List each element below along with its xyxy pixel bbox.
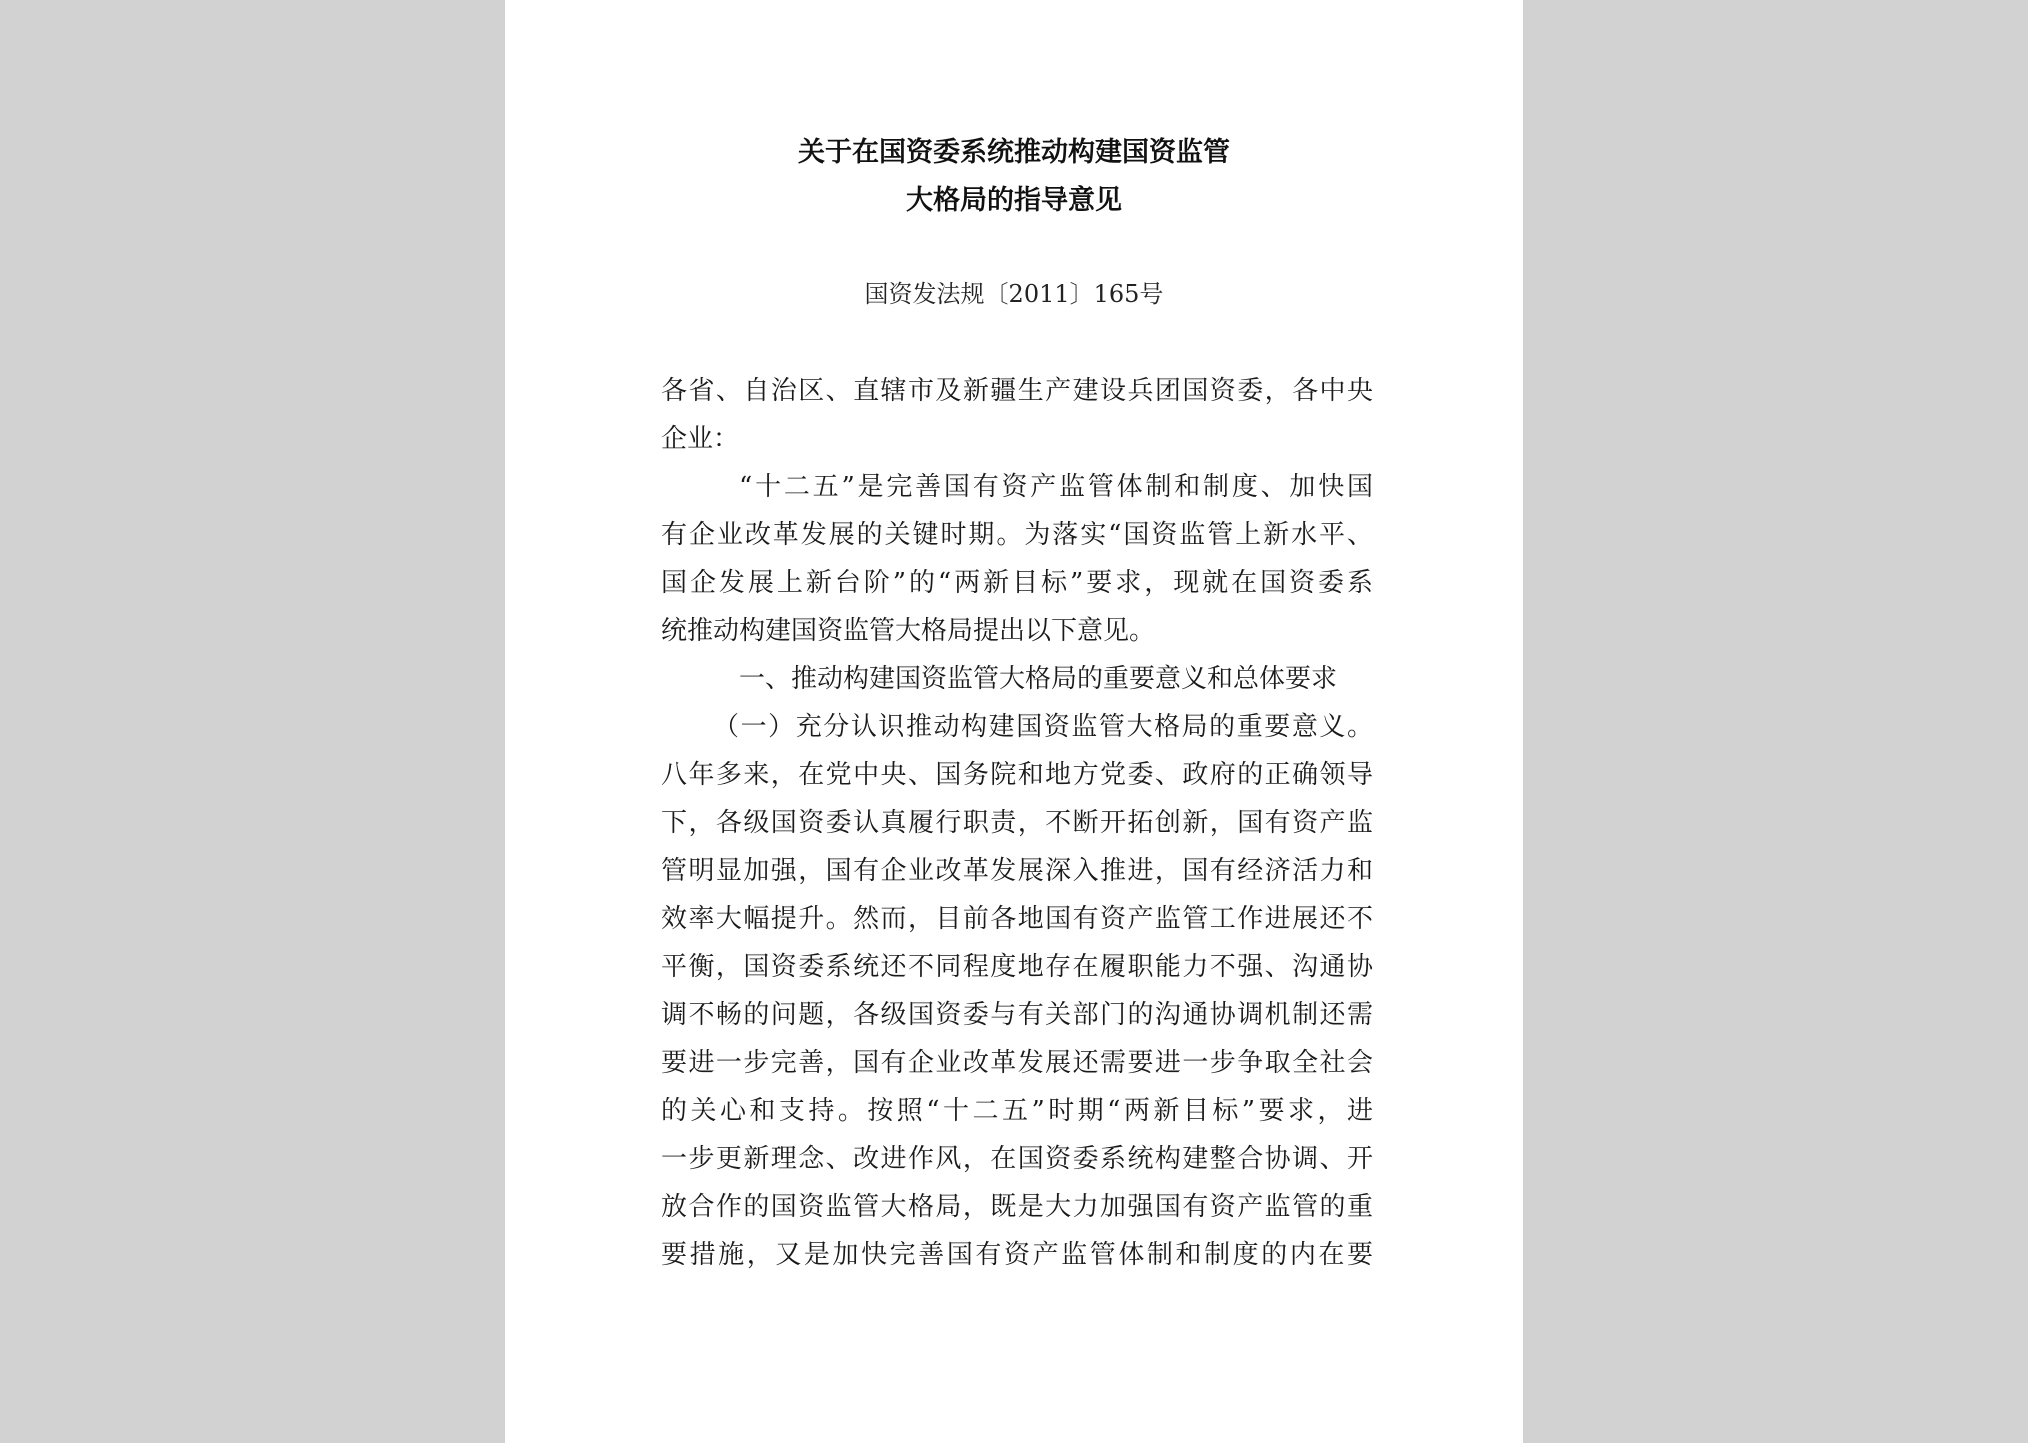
body-line: 国企发展上新台阶”的“两新目标”要求，现就在国资委系 [661,568,1373,598]
body-line: 管明显加强，国有企业改革发展深入推进，国有经济活力和 [661,856,1373,886]
body-line: 效率大幅提升。然而，目前各地国有资产监管工作进展还不 [661,904,1373,934]
document-number: 国资发法规〔2011〕165号 [864,280,1164,308]
document-title-line-1: 关于在国资委系统推动构建国资监管 [798,137,1230,168]
body-line: 八年多来，在党中央、国务院和地方党委、政府的正确领导 [661,760,1373,790]
body-line: 一步更新理念、改进作风，在国资委系统构建整合协调、开 [661,1144,1373,1174]
body-line: 要措施，又是加快完善国有资产监管体制和制度的内在要 [661,1240,1373,1270]
body-line: 放合作的国资监管大格局，既是大力加强国有资产监管的重 [661,1192,1373,1222]
subsection-heading: （一）充分认识推动构建国资监管大格局的重要意义。 [713,712,1373,742]
body-line: 的关心和支持。按照“十二五”时期“两新目标”要求，进 [661,1096,1373,1126]
body-line: 各省、自治区、直辖市及新疆生产建设兵团国资委，各中央 [661,376,1373,406]
body-line: 企业： [661,424,740,454]
body-line: 有企业改革发展的关键时期。为落实“国资监管上新水平、 [661,520,1373,550]
section-heading: 一、推动构建国资监管大格局的重要意义和总体要求 [739,664,1338,694]
body-line: 统推动构建国资监管大格局提出以下意见。 [661,616,1156,646]
body-line: 下，各级国资委认真履行职责，不断开拓创新，国有资产监 [661,808,1373,838]
document-title-line-2: 大格局的指导意见 [906,185,1122,216]
body-line: 要进一步完善，国有企业改革发展还需要进一步争取全社会 [661,1048,1373,1078]
body-line: 平衡，国资委系统还不同程度地存在履职能力不强、沟通协 [661,952,1373,982]
body-line: “十二五”是完善国有资产监管体制和制度、加快国 [739,472,1373,502]
body-line: 调不畅的问题，各级国资委与有关部门的沟通协调机制还需 [661,1000,1373,1030]
document-page [505,0,1523,1443]
